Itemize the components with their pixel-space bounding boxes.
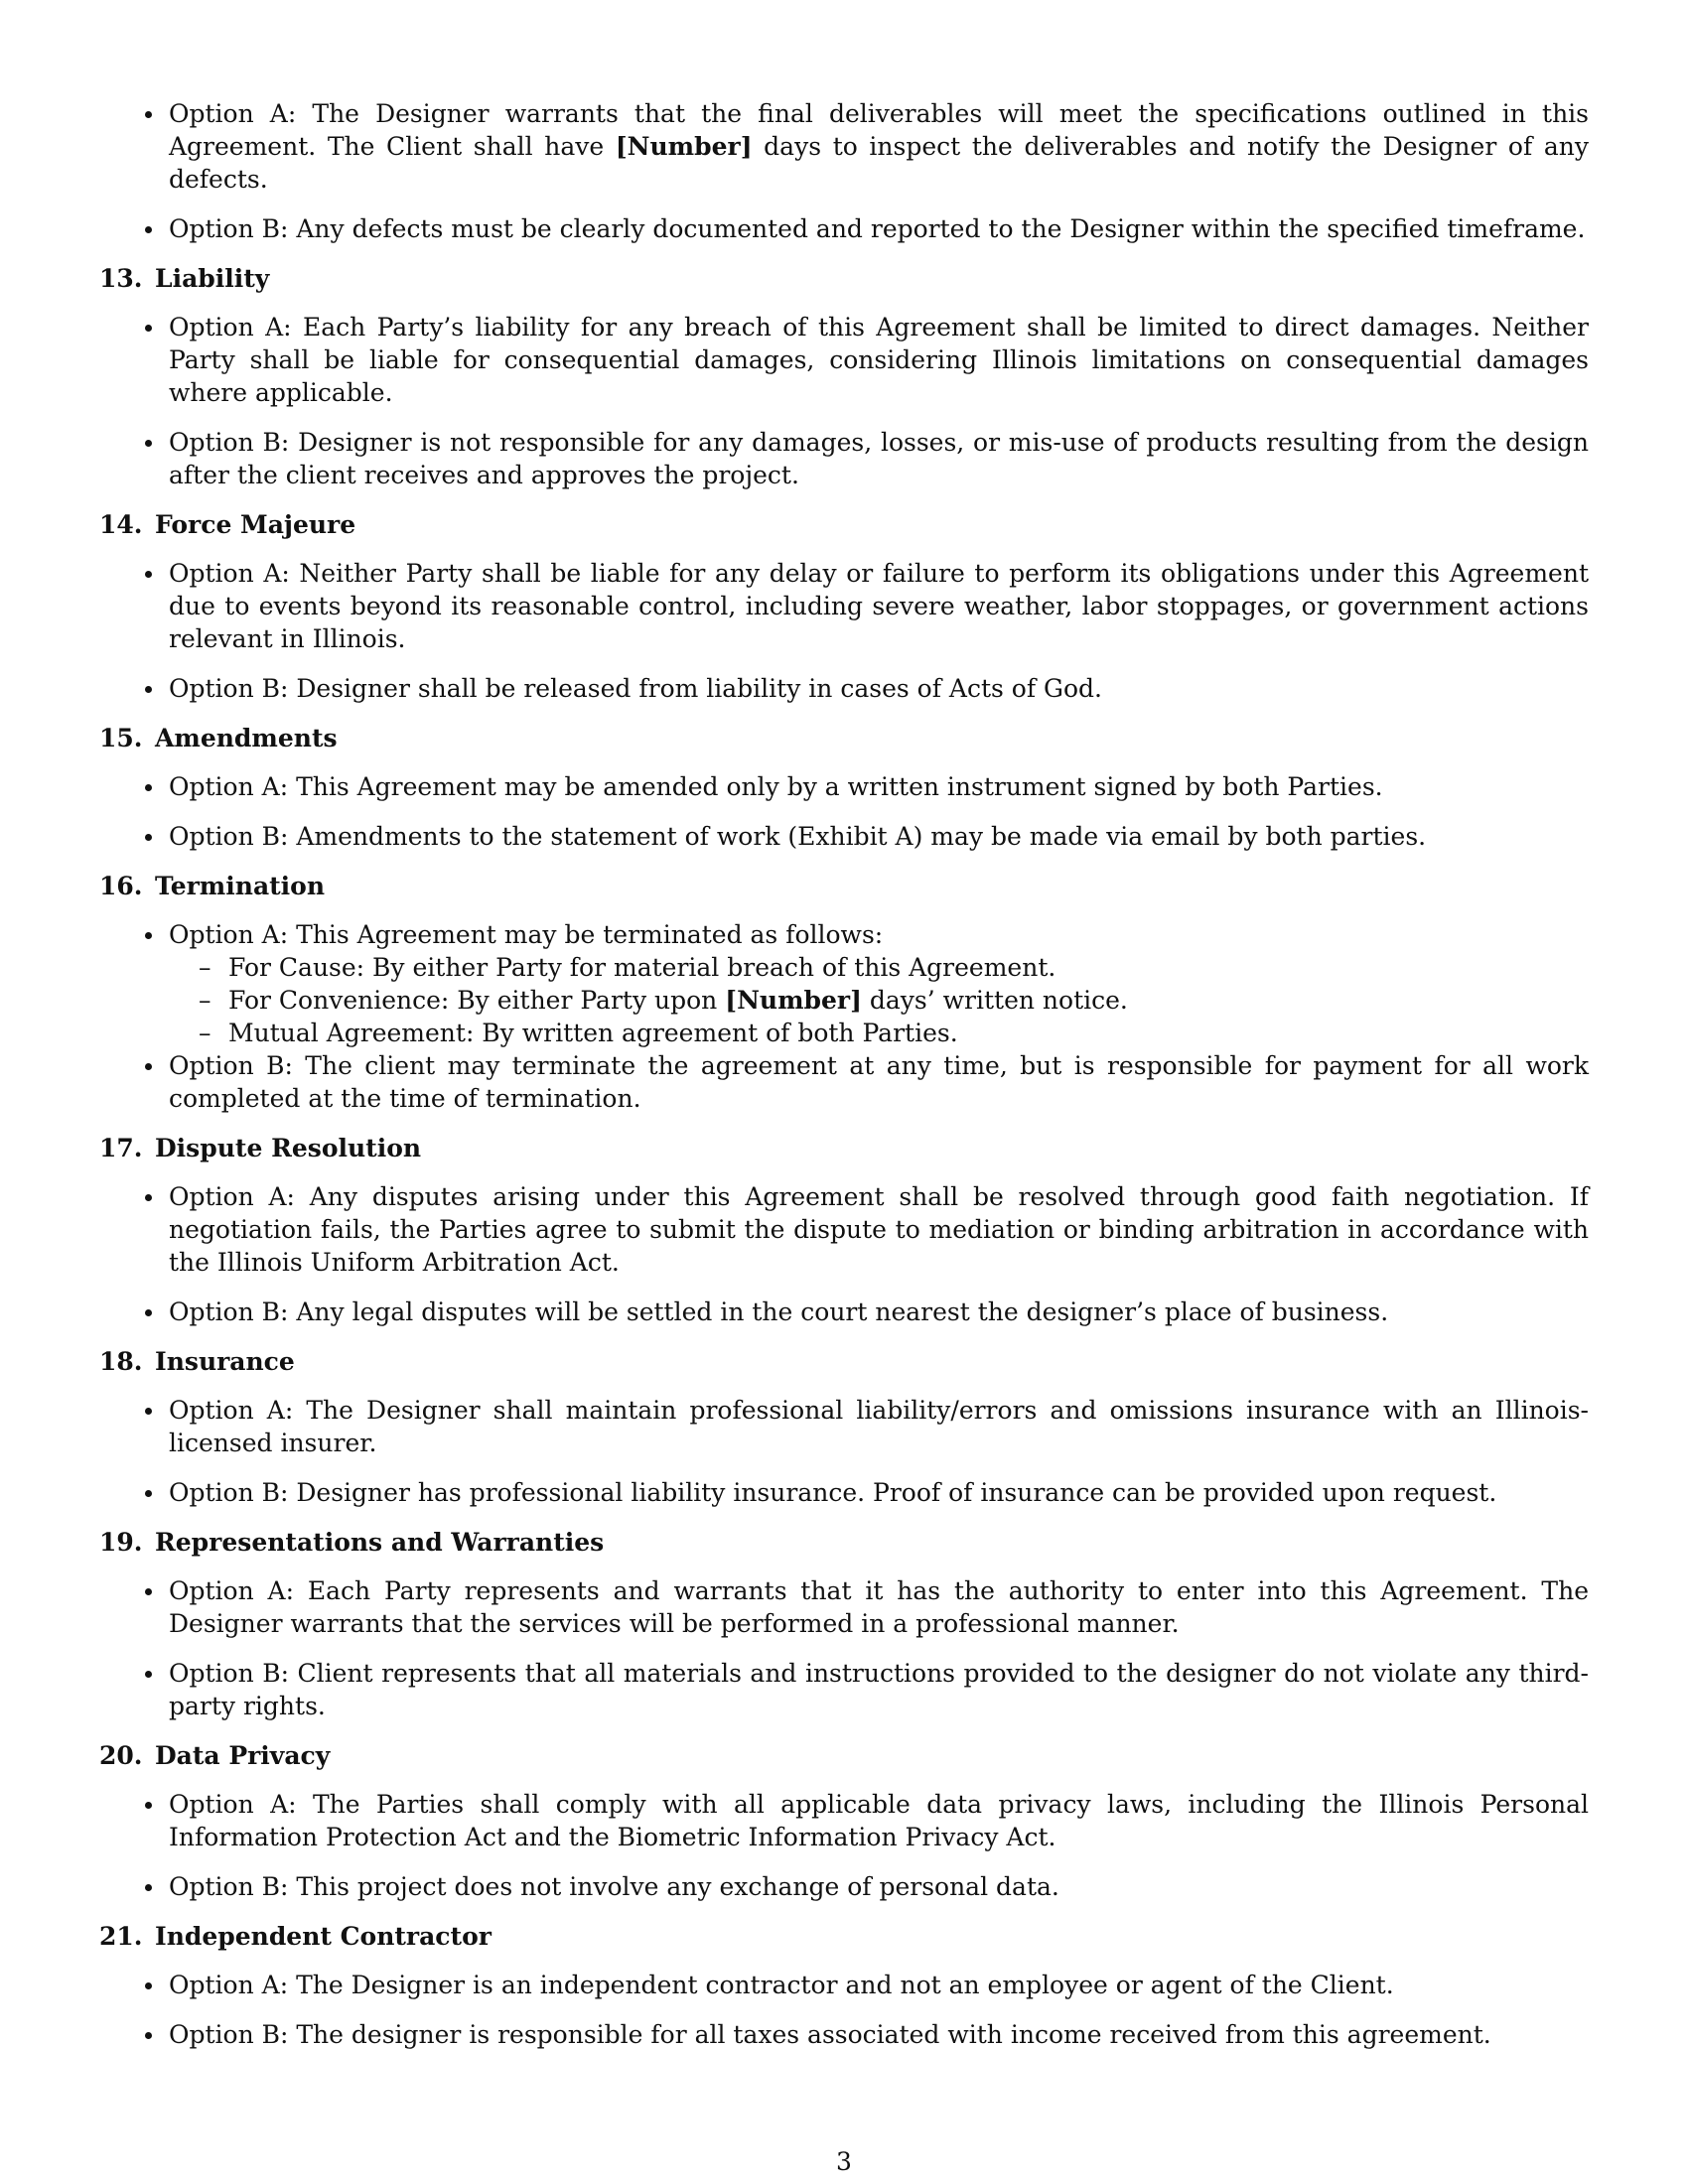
section-number: 21. xyxy=(99,1922,143,1951)
option-b: Option B: The client may terminate the agreement at any time, but is responsible for payment for all work completed at the time of termination. xyxy=(99,1049,1589,1115)
intro-option-b: Option B: Any defects must be clearly documented and reported to the Designer within the specified timeframe. xyxy=(99,212,1589,245)
section-number: 15. xyxy=(99,724,143,752)
section-heading xyxy=(99,870,1589,902)
section-heading xyxy=(99,1132,1589,1164)
section-heading xyxy=(99,508,1589,541)
option-a: Option A: Each Party’s liability for any breach of this Agreement shall be limited to direct damages. Neither Party shall be liable for consequential damages, considering Illinois limitations on consequential damages where applicable. xyxy=(99,311,1589,409)
section-number: 13. xyxy=(99,264,143,293)
section-data-privacy xyxy=(99,1739,1589,1903)
option-a xyxy=(99,918,1589,1049)
number-placeholder: [Number] xyxy=(615,132,753,161)
option-b: Option B: Designer shall be released from liability in cases of Acts of God. xyxy=(99,672,1589,705)
sub-item-mutual-agreement: – Mutual Agreement: By written agreement of both Parties. xyxy=(169,1017,1589,1049)
option-b: Option B: Amendments to the statement of work (Exhibit A) may be made via email by both parties. xyxy=(99,820,1589,853)
option-b: Option B: Client represents that all materials and instructions provided to the designer do not violate any third-party rights. xyxy=(99,1657,1589,1722)
sub-item-for-convenience xyxy=(169,984,1589,1017)
section-title: Independent Contractor xyxy=(155,1922,492,1951)
section-liability xyxy=(99,262,1589,491)
section-heading xyxy=(99,1920,1589,1953)
option-list xyxy=(99,918,1589,1115)
section-title: Termination xyxy=(155,872,326,900)
section-heading xyxy=(99,722,1589,754)
section-heading xyxy=(99,1526,1589,1559)
section-independent-contractor xyxy=(99,1920,1589,2051)
option-list xyxy=(99,311,1589,491)
option-b: Option B: The designer is responsible for all taxes associated with income received from this agreement. xyxy=(99,2018,1589,2051)
option-a: Option A: The Parties shall comply with all applicable data privacy laws, including the Illinois Personal Information Protection Act and the Biometric Information Privacy Act. xyxy=(99,1788,1589,1853)
intro-option-list xyxy=(99,97,1589,245)
option-a: Option A: Each Party represents and warrants that it has the authority to enter into this Agreement. The Designer warrants that the services will be performed in a professional manner. xyxy=(99,1574,1589,1640)
page-number: 3 xyxy=(836,2147,852,2176)
sub-item-text-end: days’ written notice. xyxy=(861,986,1128,1015)
termination-sub-list xyxy=(169,951,1589,1049)
section-title: Force Majeure xyxy=(155,510,356,539)
option-a-text: Option A: This Agreement may be terminated as follows: xyxy=(169,920,884,949)
option-b: Option B: Designer is not responsible for any damages, losses, or mis-use of products resulting from the design after the client receives and approves the project. xyxy=(99,426,1589,491)
section-heading xyxy=(99,1739,1589,1772)
option-list xyxy=(99,770,1589,853)
section-number: 20. xyxy=(99,1741,143,1770)
section-title: Liability xyxy=(155,264,270,293)
option-a: Option A: This Agreement may be amended only by a written instrument signed by both Parties. xyxy=(99,770,1589,803)
section-number: 18. xyxy=(99,1347,143,1376)
section-amendments xyxy=(99,722,1589,853)
option-list xyxy=(99,557,1589,705)
option-list xyxy=(99,1394,1589,1509)
option-list xyxy=(99,1574,1589,1722)
option-b: Option B: This project does not involve any exchange of personal data. xyxy=(99,1870,1589,1903)
section-number: 19. xyxy=(99,1528,143,1557)
option-a: Option A: Neither Party shall be liable for any delay or failure to perform its obligations under this Agreement due to events beyond its reasonable control, including severe weather, labor stoppages, or government actions relevant in Illinois. xyxy=(99,557,1589,655)
option-a: Option A: The Designer shall maintain professional liability/errors and omissions insurance with an Illinois-licensed insurer. xyxy=(99,1394,1589,1459)
option-list xyxy=(99,1788,1589,1903)
section-heading xyxy=(99,262,1589,295)
section-title: Dispute Resolution xyxy=(155,1134,422,1162)
intro-option-a-text-end: days to inspect the deliverables and notify the Designer of any defects. xyxy=(169,132,1590,194)
option-list xyxy=(99,1180,1589,1328)
section-title: Amendments xyxy=(155,724,338,752)
sub-item-text: For Convenience: By either Party upon xyxy=(228,986,726,1015)
sub-item-for-cause: – For Cause: By either Party for material breach of this Agreement. xyxy=(169,951,1589,984)
section-number: 17. xyxy=(99,1134,143,1162)
section-number: 14. xyxy=(99,510,143,539)
option-a: Option A: Any disputes arising under this Agreement shall be resolved through good faith negotiation. If negotiation fails, the Parties agree to submit the dispute to mediation or binding arbitration in accordance with the Illinois Uniform Arbitration Act. xyxy=(99,1180,1589,1279)
section-dispute-resolution xyxy=(99,1132,1589,1328)
section-insurance xyxy=(99,1345,1589,1509)
option-a: Option A: The Designer is an independent contractor and not an employee or agent of the Client. xyxy=(99,1969,1589,2001)
section-representations-warranties xyxy=(99,1526,1589,1722)
section-title: Representations and Warranties xyxy=(155,1528,605,1557)
section-title: Insurance xyxy=(155,1347,295,1376)
section-force-majeure xyxy=(99,508,1589,705)
section-termination xyxy=(99,870,1589,1115)
section-title: Data Privacy xyxy=(155,1741,331,1770)
intro-option-a xyxy=(99,97,1589,196)
document-page xyxy=(99,97,1589,2068)
option-list xyxy=(99,1969,1589,2051)
intro-option-a-text: Option A: The Designer warrants that the final deliverables will meet the specifications outlined in this Agreement. The Client shall have xyxy=(169,99,1589,161)
number-placeholder: [Number] xyxy=(725,986,862,1015)
section-number: 16. xyxy=(99,872,143,900)
section-heading xyxy=(99,1345,1589,1378)
option-b: Option B: Any legal disputes will be settled in the court nearest the designer’s place of business. xyxy=(99,1296,1589,1328)
option-b: Option B: Designer has professional liability insurance. Proof of insurance can be provided upon request. xyxy=(99,1476,1589,1509)
